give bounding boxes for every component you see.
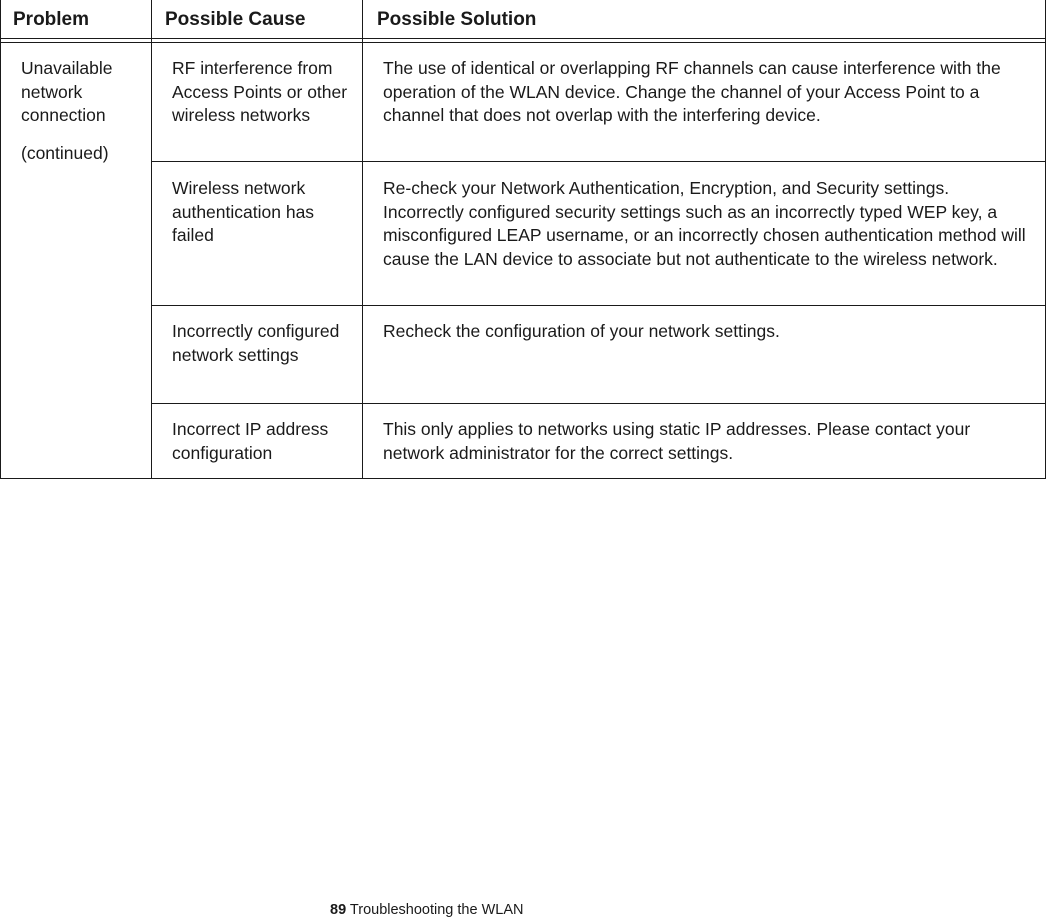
row-divider-3 [151, 403, 1046, 404]
column-divider-1 [151, 0, 152, 478]
header-rule-bottom [1, 42, 1046, 43]
problem-continued: (continued) [21, 143, 109, 163]
solution-cell-4: This only applies to networks using static IP addresses. Please contact your network administrator for the correct settings. [383, 419, 971, 463]
solution-cell-2: Re-check your Network Authentication, Encryption, and Security settings. Incorrectly configured security settings such as an incorrectly typed WEP key, a misconfigured LEAP username, or an incorrectly chosen authentication method will cause the LAN device to associate but not authenticate to the wireless network. [383, 178, 1026, 269]
header-possible-cause: Possible Cause [165, 9, 306, 30]
solution-cell-3: Recheck the configuration of your network settings. [383, 321, 780, 341]
problem-cell: Unavailable network connection [21, 58, 113, 125]
header-problem: Problem [13, 9, 90, 30]
column-divider-2 [362, 0, 363, 478]
row-divider-1 [151, 161, 1046, 162]
cause-cell-4: Incorrect IP address configuration [172, 419, 329, 463]
header-rule-top [1, 38, 1046, 39]
header-possible-solution: Possible Solution [377, 9, 537, 30]
cause-cell-3: Incorrectly configured network settings [172, 321, 340, 365]
solution-cell-1: The use of identical or overlapping RF channels can cause interference with the operation of the WLAN device. Change the channel of your Access Point to a channel that does not overlap with the interfering device. [383, 58, 1001, 125]
cause-cell-1: RF interference from Access Points or other wireless networks [172, 58, 348, 125]
cause-cell-2: Wireless network authentication has failed [172, 178, 315, 245]
row-divider-2 [151, 305, 1046, 306]
page-footer [330, 901, 523, 919]
footer-section-title: Troubleshooting the WLAN [349, 902, 524, 918]
page-number: 89 [330, 902, 347, 918]
